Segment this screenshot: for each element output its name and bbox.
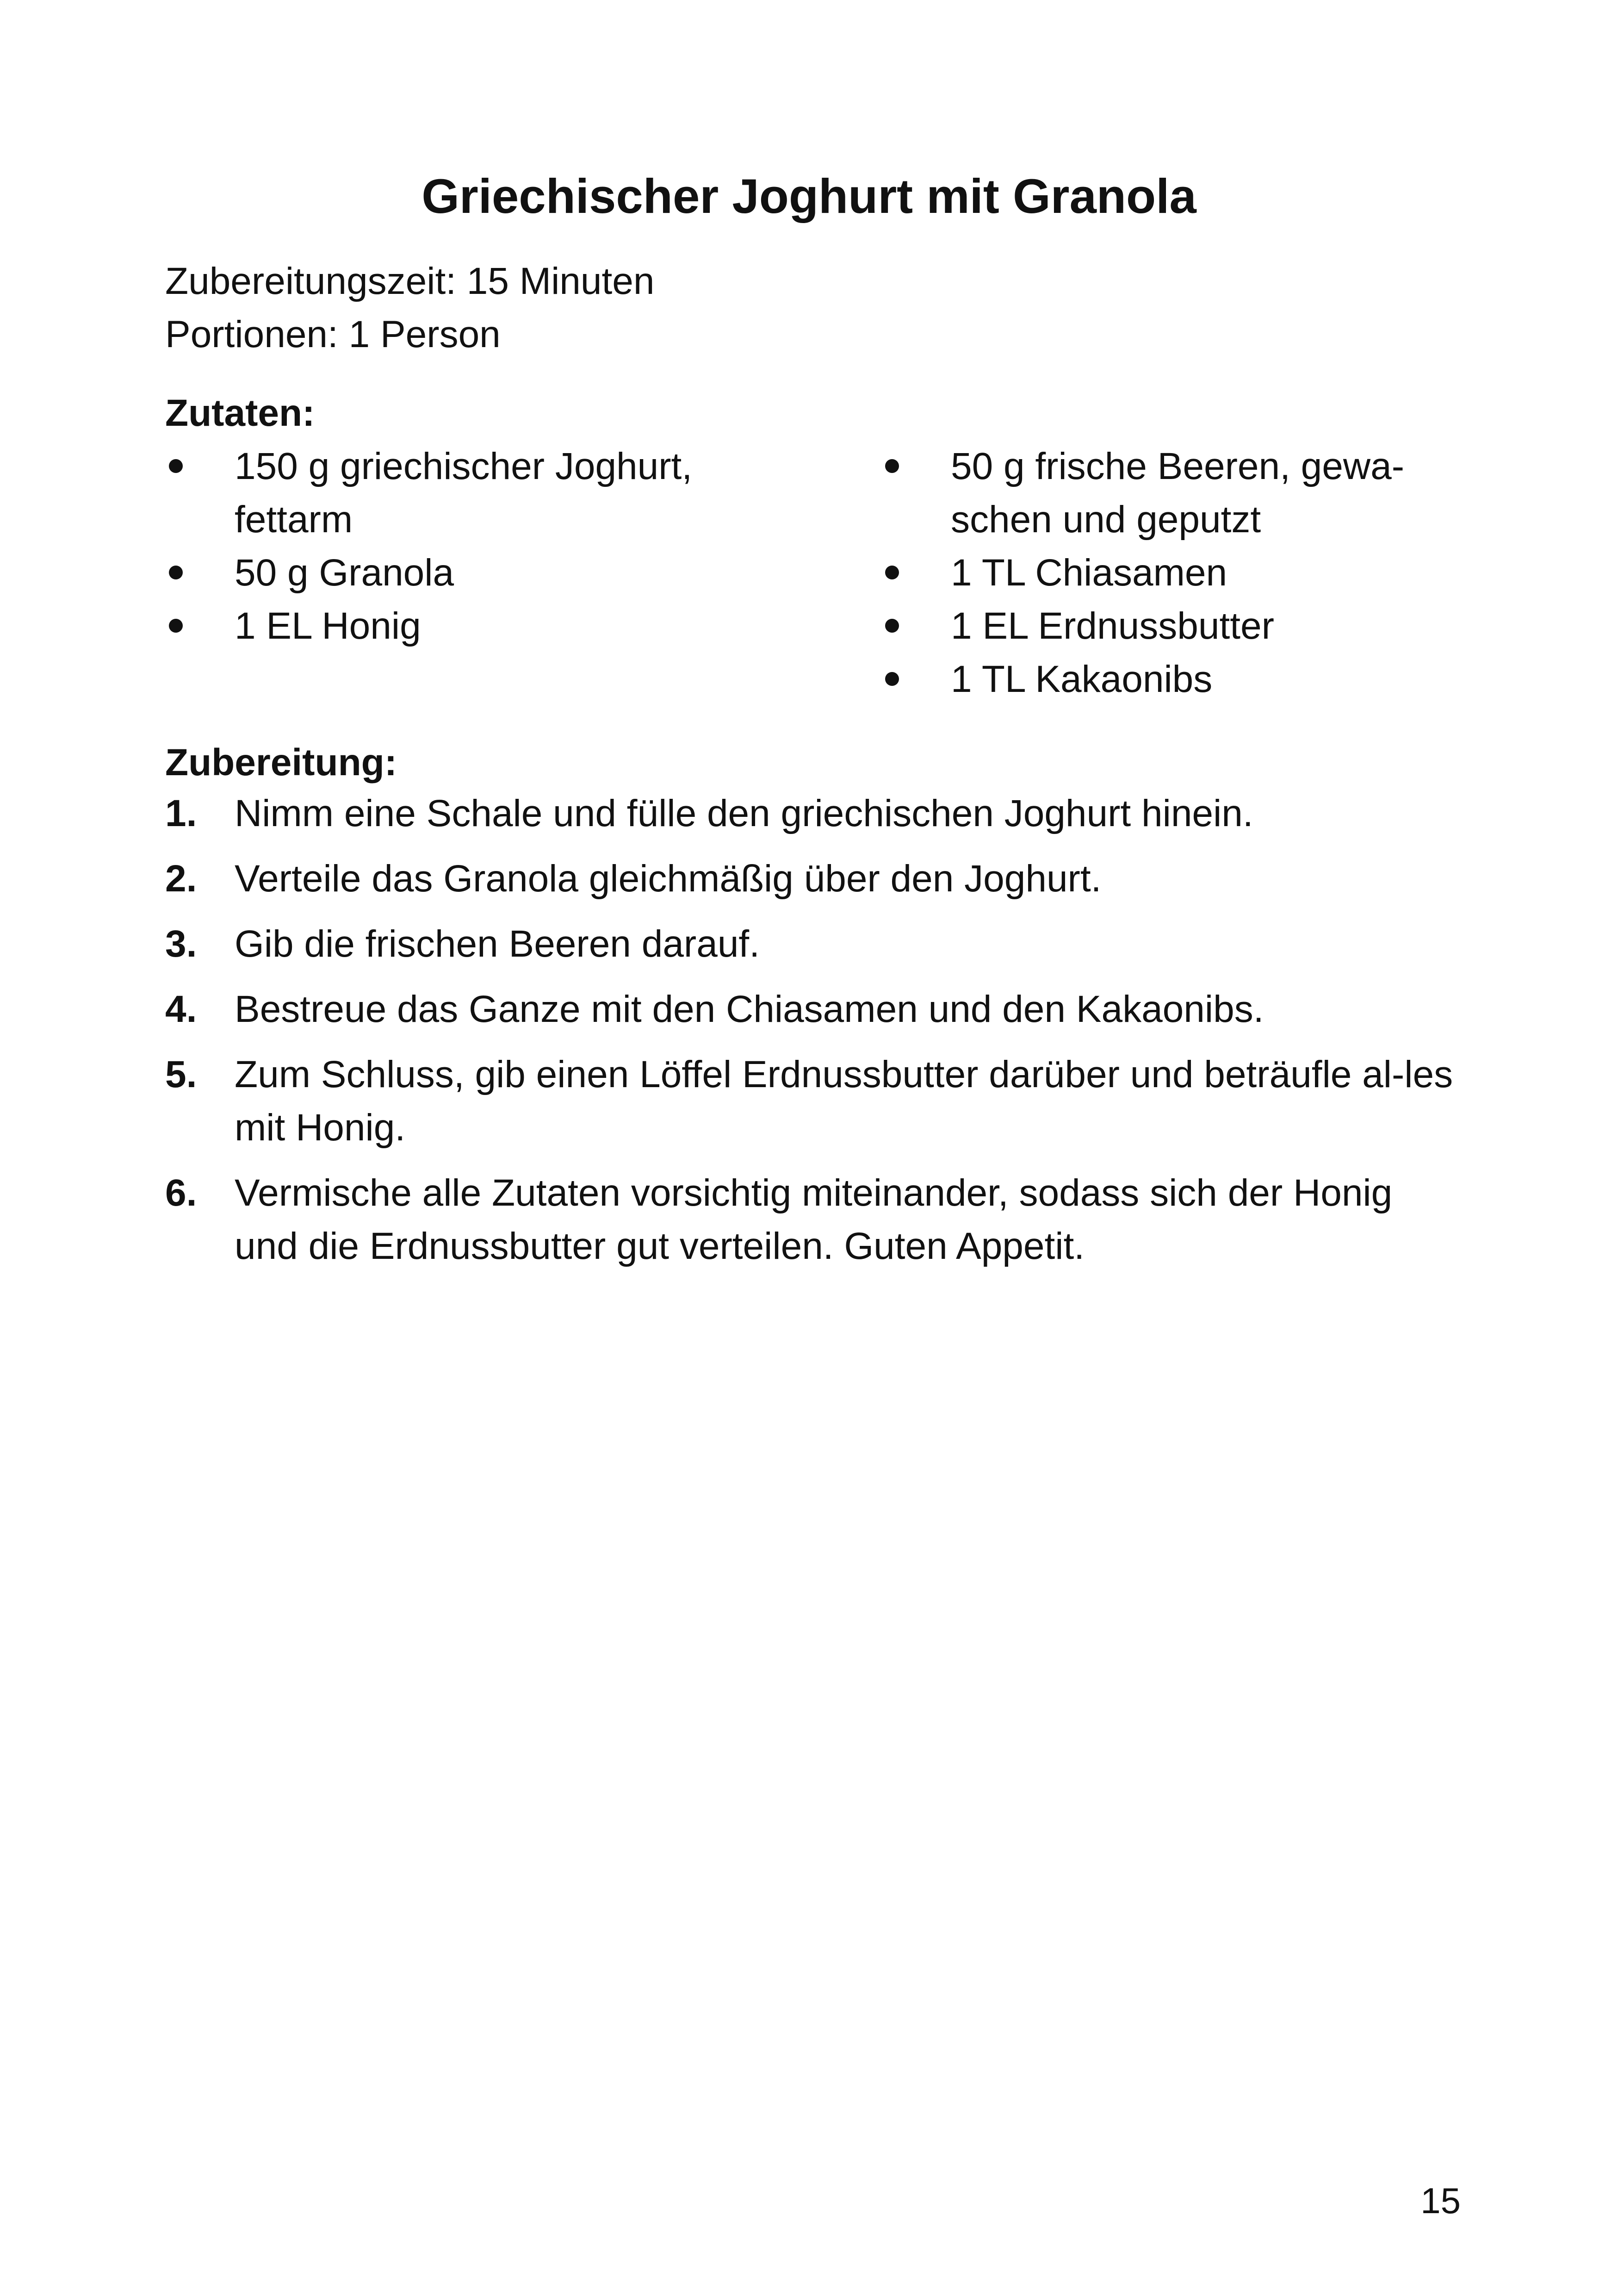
step-number: 4. xyxy=(165,988,197,1030)
step-number: 5. xyxy=(165,1053,197,1095)
ingredient-text: 50 g frische Beeren, gewa-schen und geputzt xyxy=(951,445,1404,541)
step-number: 2. xyxy=(165,858,197,900)
bullet-icon xyxy=(169,619,183,633)
page-number: 15 xyxy=(1420,2180,1461,2221)
ingredients-list-right xyxy=(881,440,1483,706)
ingredients-list-left xyxy=(165,440,813,653)
step-text: Bestreue das Ganze mit den Chiasamen und den Kakaonibs. xyxy=(235,988,1264,1030)
bullet-icon xyxy=(885,566,899,579)
ingredient-text: 1 TL Kakaonibs xyxy=(951,658,1213,700)
step-number: 6. xyxy=(165,1172,197,1214)
step-text: Nimm eine Schale und fülle den griechischen Joghurt hinein. xyxy=(235,792,1253,834)
bullet-icon xyxy=(169,566,183,579)
step-number: 1. xyxy=(165,792,197,834)
ingredient-text: 150 g griechischer Joghurt, fettarm xyxy=(235,445,693,541)
ingredient-item xyxy=(165,546,813,599)
bullet-icon xyxy=(885,459,899,473)
ingredient-item xyxy=(881,653,1483,706)
step-text: Gib die frischen Beeren darauf. xyxy=(235,923,760,965)
step-item xyxy=(165,917,1461,971)
step-item xyxy=(165,1166,1461,1273)
bullet-icon xyxy=(169,459,183,473)
ingredient-text: 50 g Granola xyxy=(235,552,454,594)
ingredient-item xyxy=(165,440,813,546)
preparation-time: Zubereitungszeit: 15 Minuten xyxy=(165,260,655,302)
step-text: Verteile das Granola gleichmäßig über den Joghurt. xyxy=(235,858,1102,900)
ingredients-heading: Zutaten: xyxy=(165,392,315,434)
preparation-steps xyxy=(165,787,1461,1285)
step-number: 3. xyxy=(165,923,197,965)
step-text: Zum Schluss, gib einen Löffel Erdnussbutter darüber und beträufle al-les mit Honig. xyxy=(235,1053,1453,1149)
step-item xyxy=(165,852,1461,905)
bullet-icon xyxy=(885,672,899,686)
step-item xyxy=(165,787,1461,840)
ingredient-item xyxy=(881,440,1483,546)
ingredient-text: 1 EL Honig xyxy=(235,605,421,647)
portions: Portionen: 1 Person xyxy=(165,313,501,355)
step-text: Vermische alle Zutaten vorsichtig miteinander, sodass sich der Honig und die Erdnussbutter gut verteilen. Guten Appetit. xyxy=(235,1172,1393,1267)
step-item xyxy=(165,1048,1461,1154)
ingredient-text: 1 TL Chiasamen xyxy=(951,552,1227,594)
ingredient-item xyxy=(881,599,1483,653)
page-title: Griechischer Joghurt mit Granola xyxy=(422,169,1196,224)
bullet-icon xyxy=(885,619,899,633)
step-item xyxy=(165,983,1461,1036)
ingredient-item xyxy=(165,599,813,653)
ingredient-item xyxy=(881,546,1483,599)
preparation-heading: Zubereitung: xyxy=(165,741,397,784)
ingredient-text: 1 EL Erdnussbutter xyxy=(951,605,1274,647)
